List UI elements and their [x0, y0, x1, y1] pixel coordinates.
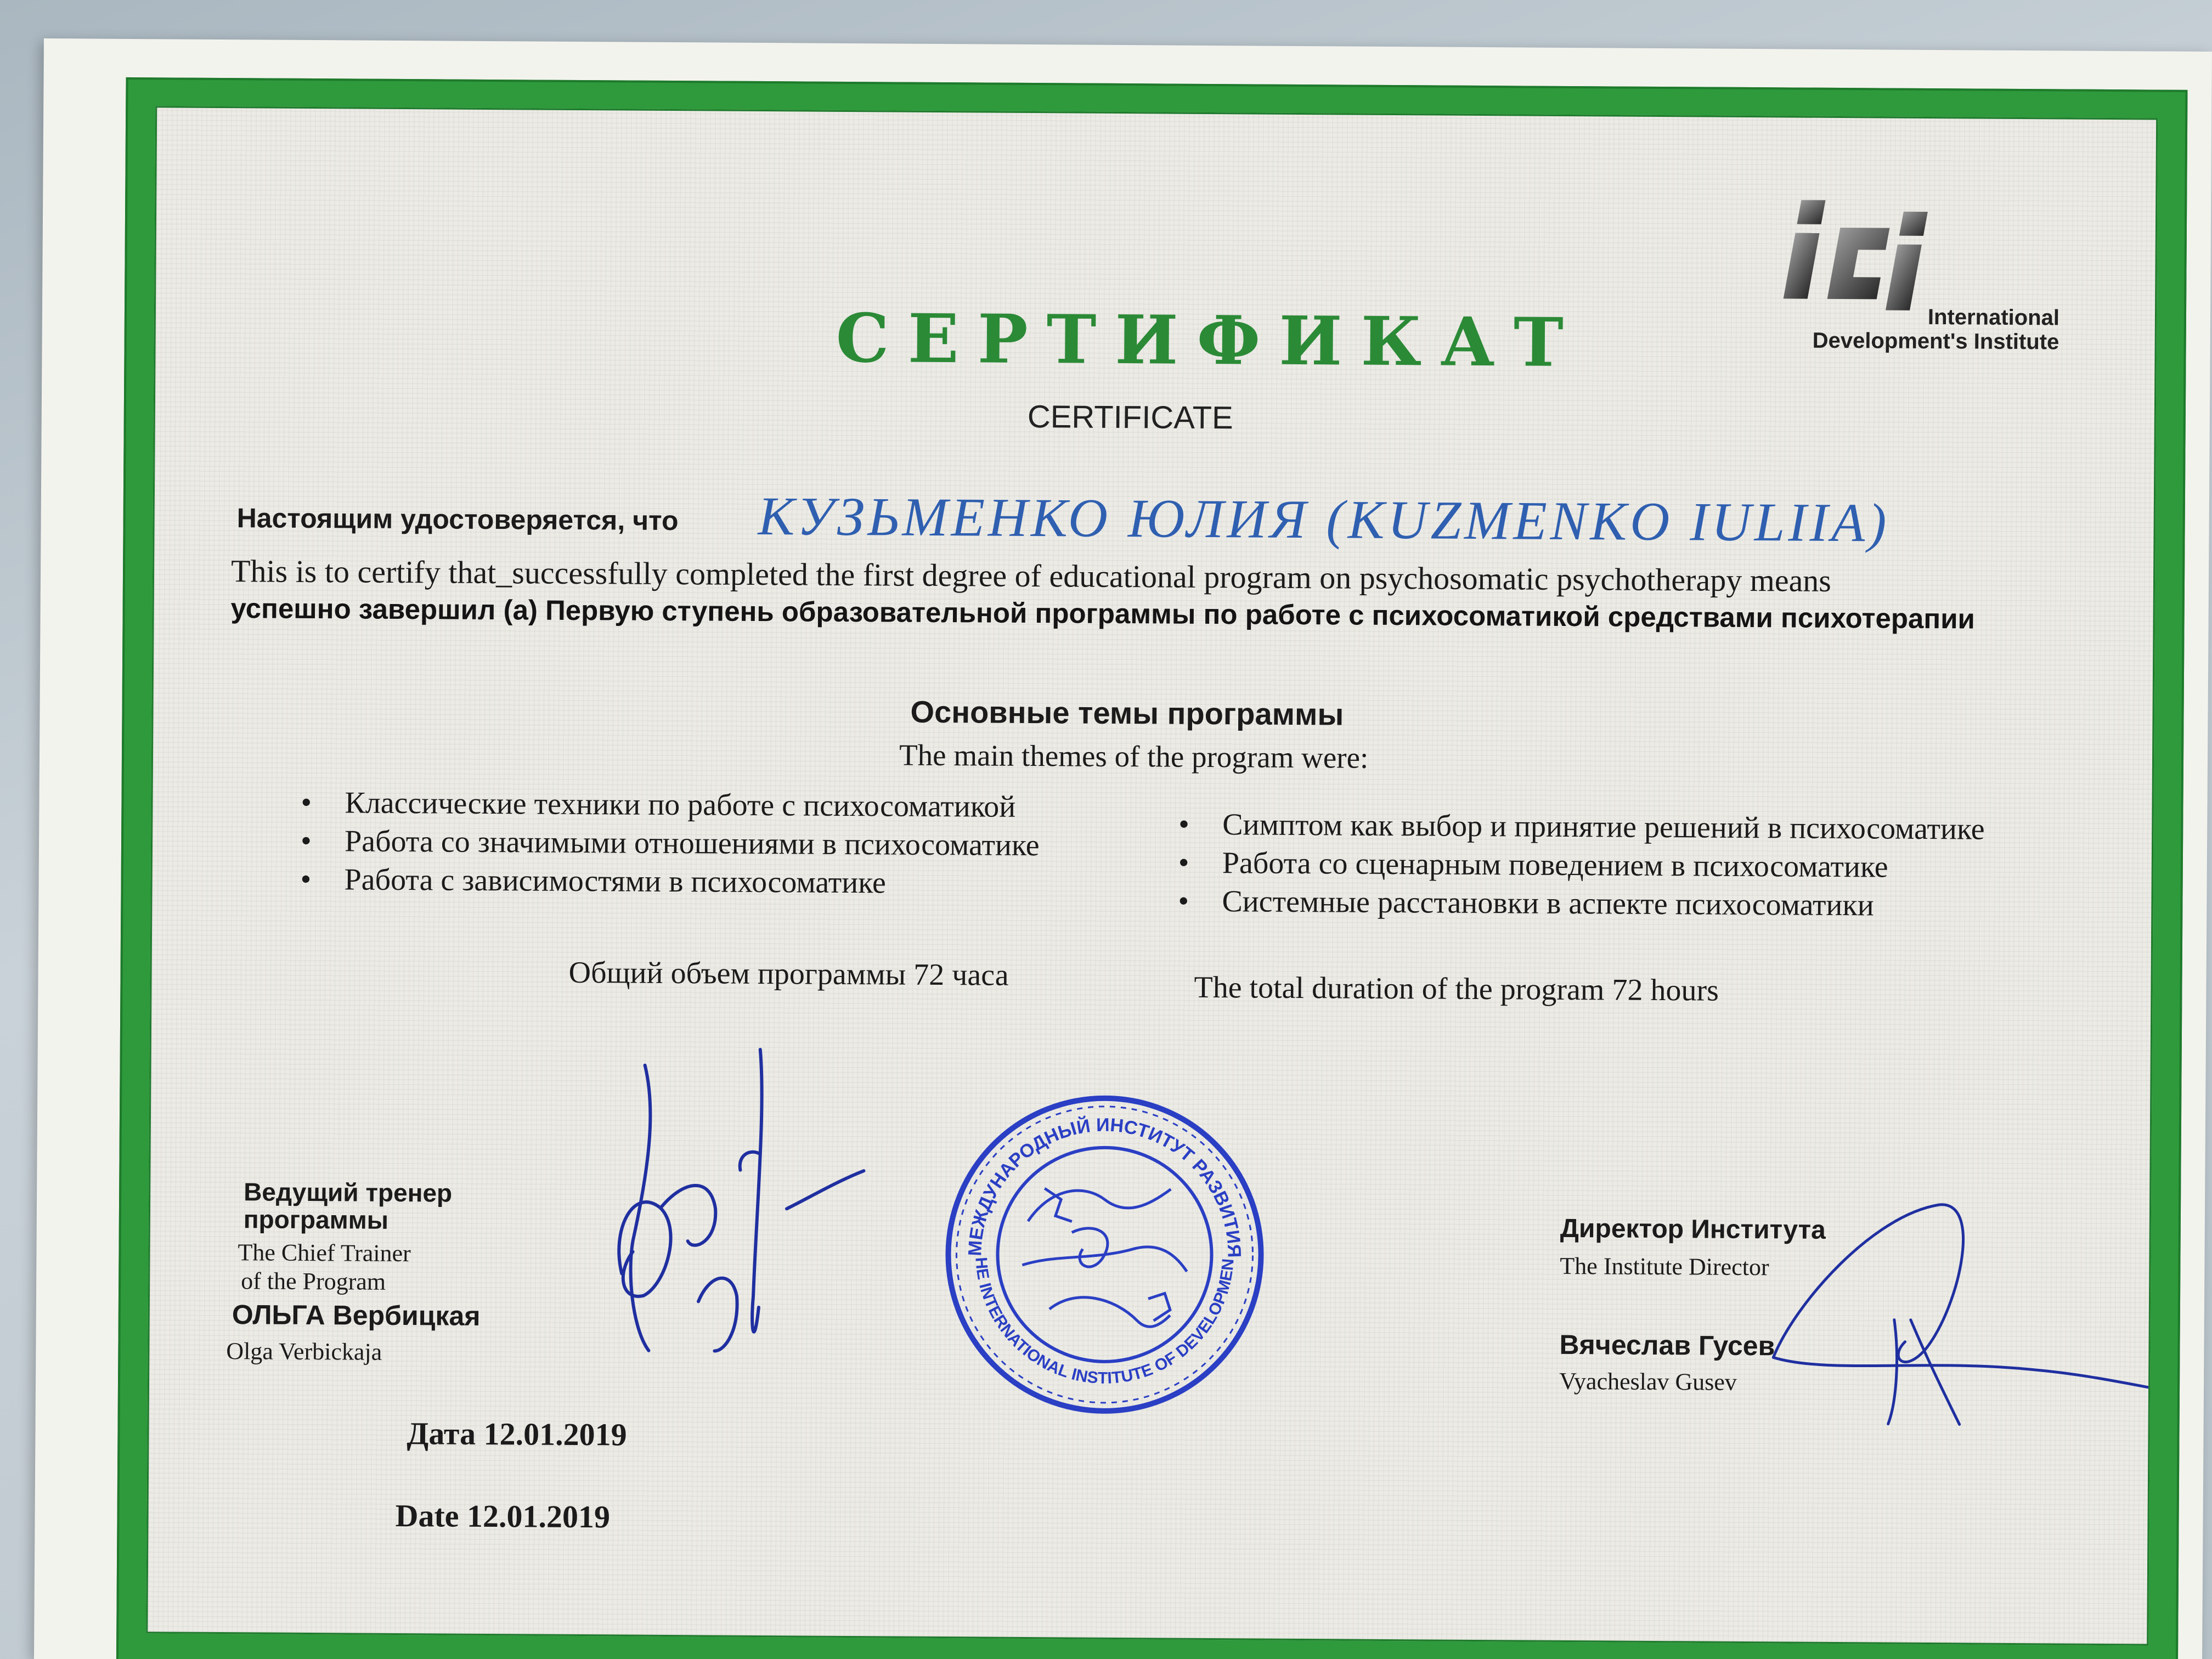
seal-text-en: THE INTERNATIONAL INSTITUTE OF DEVELOPMENT — [972, 1256, 1238, 1387]
institute-logo — [1779, 194, 2060, 360]
duration-en: The total duration of the program 72 hours — [1194, 970, 1719, 1008]
date-ru: Дата 12.01.2019 — [407, 1415, 627, 1453]
seal-text-ru: МЕЖДУНАРОДНЫЙ ИНСТИТУТ РАЗВИТИЯ — [964, 1114, 1245, 1258]
theme-item: • Работа со значимыми отношениями в психосоматике — [301, 822, 1040, 865]
date-en: Date 12.01.2019 — [395, 1497, 611, 1535]
certificate-paper — [146, 106, 2158, 1645]
theme-item: • Работа с зависимостями в психосоматике — [300, 860, 1039, 903]
completed-ru: успешно завершил (а) Первую ступень образовательной программы по работе с психосоматикой средствами психотерапии — [230, 592, 1976, 635]
trainer-name-ru: ОЛЬГА Вербицкая — [232, 1299, 481, 1331]
trainer-role-ru — [244, 1178, 453, 1234]
title-en: CERTIFICATE — [1027, 398, 1233, 436]
theme-item: • Системные расстановки в аспекте психосоматики — [1178, 882, 1984, 926]
trainer-role-en-line1: The Chief Trainer — [238, 1239, 411, 1267]
logo-line2: Development's Institute — [1812, 328, 2059, 354]
trainer-name-en: Olga Verbickaja — [226, 1338, 382, 1365]
director-role-ru: Директор Института — [1560, 1214, 1826, 1245]
duration-ru: Общий объем программы 72 часа — [568, 955, 1009, 992]
themes-list-left — [300, 783, 1040, 903]
director-name-en: Vyacheslav Gusev — [1559, 1367, 1737, 1396]
trainer-role-en — [238, 1238, 411, 1296]
trainer-role-en-line2: of the Program — [241, 1267, 386, 1295]
trainer-role-ru-line2: программы — [243, 1205, 389, 1234]
idi-logo-icon — [1780, 194, 1978, 316]
logo-line1: International — [1927, 304, 2060, 330]
theme-item: • Симптом как выбор и принятие решений в психосоматике — [1178, 805, 1985, 849]
theme-item: • Классические техники по работе с психосоматикой — [301, 783, 1040, 826]
recipient-name: КУЗЬМЕНКО ЮЛИЯ (KUZMENKO IULIIA) — [758, 485, 1890, 554]
certify-ru: Настоящим удостоверяется, что — [236, 503, 679, 537]
theme-item: • Работа со сценарным поведением в психосоматике — [1178, 844, 1985, 887]
title-ru: СЕРТИФИКАТ — [836, 298, 1583, 382]
director-name-ru: Вячеслав Гусев — [1559, 1329, 1775, 1362]
themes-heading-ru: Основные темы программы — [910, 694, 1344, 732]
trainer-role-ru-line1: Ведущий тренер — [244, 1177, 453, 1207]
director-role-en: The Institute Director — [1560, 1252, 1769, 1281]
certify-en: This is to certify that_successfully completed the first degree of educational program on psychosomatic psychotherapy means — [230, 553, 1832, 599]
themes-heading-en: The main themes of the program were: — [899, 738, 1369, 775]
certificate-sheet — [34, 38, 2212, 1659]
trainer-signature — [599, 1043, 930, 1429]
director-signature — [1762, 1193, 2158, 1459]
themes-list-right — [1178, 805, 1985, 926]
institute-seal — [939, 1089, 1271, 1420]
green-border — [116, 77, 2188, 1659]
